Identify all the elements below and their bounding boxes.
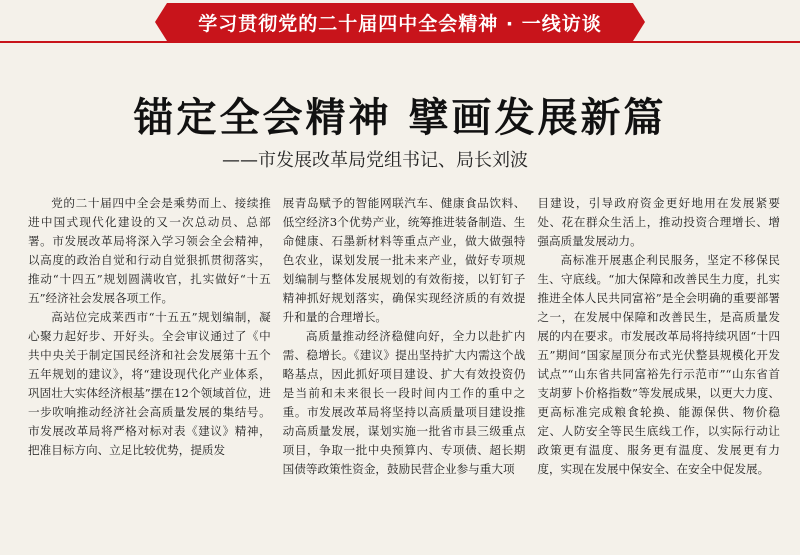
text-column-2 — [283, 194, 526, 549]
paragraph: 目建设，引导政府资金更好地用在发展紧要处、花在群众生活上，推动投资合理增长、增强高质量发展动力。 — [537, 196, 781, 248]
article-body — [28, 194, 780, 549]
article-headline: 锚定全会精神 擘画发展新篇 — [133, 95, 667, 141]
article-subtitle: ——市发展改革局党组书记、局长刘波 — [222, 150, 528, 171]
section-banner-label: 学习贯彻党的二十届四中全会精神 · 一线访谈 — [167, 3, 633, 41]
banner-rule — [0, 41, 800, 43]
text-column-1 — [28, 194, 271, 549]
paragraph: 党的二十届四中全会是乘势而上、接续推进中国式现代化建设的又一次总动员、总部署。市发展改革局将深入学习领会全会精神，以高度的政治自觉和行动自觉狠抓贯彻落实，推动“十四五”规划圆满收官，扎实做好“十五五”经济社会发展各项工作。 — [28, 196, 271, 305]
paragraph: 展青岛赋予的智能网联汽车、健康食品饮料、低空经济3个优势产业，统筹推进装备制造、生命健康、石墨新材料等重点产业，做大做强特色农业，谋划发展一批未来产业，做好专项规划编制与整体发展规划的有效衔接，以钉钉子精神抓好规划落实，确保实现经济质的有效提升和量的合理增长。 — [282, 196, 526, 324]
paragraph: 高标准开展惠企利民服务，坚定不移保民生、守底线。“加大保障和改善民生力度，扎实推进全体人民共同富裕”是全会明确的重要部署之一，在发展中保障和改善民生，是高质量发展的内在要求。市发展改革局将持续巩固“十四五”期间“国家屋顶分布式光伏整县规模化开发试点”“山东省共同富裕先行示范市”“山东省首支胡萝卜价格指数”等发展成果，以更大力度、更高标准完成粮食轮换、能源保供、物价稳定、人防安全等民生底线工作，以实际行动让政策更有温度、服务更有温度、发展更有力度，实现在发展中保安全、在安全中促发展。 — [537, 253, 781, 476]
section-banner — [0, 0, 800, 44]
text-column-3 — [537, 194, 780, 549]
paragraph: 高质量推动经济稳健向好，全力以赴扩内需、稳增长。《建议》提出坚持扩大内需这个战略基点，因此抓好项目建设、扩大有效投资仍是当前和未来很长一段时间内工作的重中之重。市发展改革局将坚持以高质量项目建设推动高质量发展，谋划实施一批省市县三级重点项目，争取一批中央预算内、专项债、超长期国债等政策性资金，鼓励民营企业参与重大项 — [282, 329, 526, 476]
paragraph: 高站位完成莱西市“十五五”规划编制，凝心聚力起好步、开好头。全会审议通过了《中共中央关于制定国民经济和社会发展第十五个五年规划的建议》，将“建设现代化产业体系，巩固壮大实体经济根基”摆在12个领域首位，进一步吹响推动经济社会高质量发展的集结号。市发展改革局将严格对标对表《建议》精神，把准目标方向、立足比较优势，提质发 — [28, 310, 271, 457]
